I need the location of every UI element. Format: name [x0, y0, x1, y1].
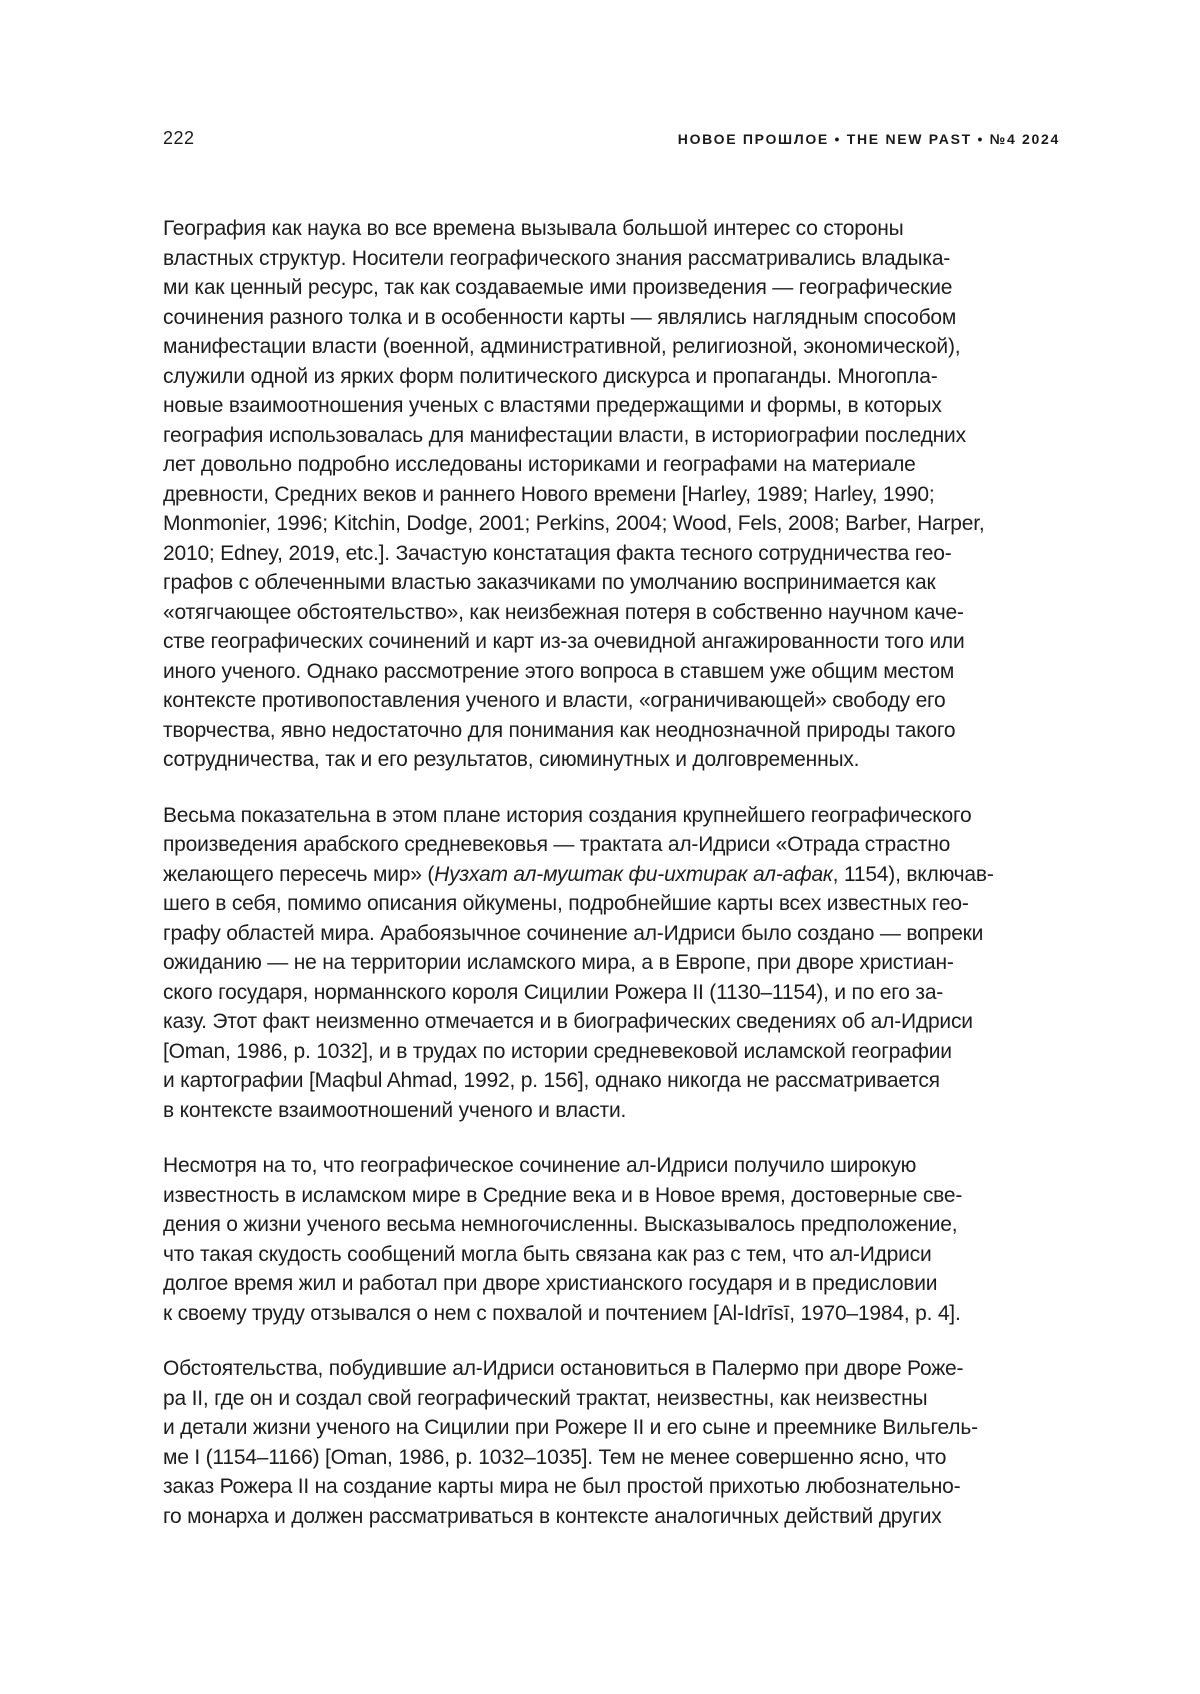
journal-title: НОВОЕ ПРОШЛОЕ • THE NEW PAST • №4 2024	[677, 131, 1060, 147]
article-body	[163, 214, 1043, 1557]
text-segment: , 1154), включав-	[832, 862, 994, 886]
text-segment: желающего пересечь мир» (	[163, 862, 435, 886]
paragraph: Весьма показательна в этом плане история создания крупнейшего географического произведения арабского средневековья — трактата ал-Идриси «Отрада страстно желающего пересечь мир» (Нузхат ал-муштак фи-ихтирак ал-афак, 1154), включав- шего в себя, помимо описания ойкумены, подробнейшие карты всех известных гео- графу областей мира. Арабоязычное сочинение ал-Идриси было создано — вопреки ожиданию — не на территории исламского мира, а в Европе, при дворе христиан- ского государя, норманнского короля Сицилии Рожера II (1130–1154), и по его за- казу. Этот факт неизменно отмечается и в биографических сведениях об ал-Идриси [Oman, 1986, p. 1032], и в трудах по истории средневековой исламской географии и картографии [Maqbul Ahmad, 1992, p. 156], однако никогда не рассматривается в контексте взаимоотношений ученого и власти.	[163, 803, 994, 1122]
page-header	[163, 128, 1060, 149]
paragraph: География как наука во все времена вызывала большой интерес со стороны властных структур. Носители географического знания рассматривались владыка- ми как ценный ресурс, так как создаваемые ими произведения — географические сочинения разного толка и в особенности карты — являлись наглядным способом манифестации власти (военной, административной, религиозной, экономической), служили одной из ярких форм политического дискурса и пропаганды. Многопла- новые взаимоотношения ученых с властями предержащими и формы, в которых география использовалась для манифестации власти, в историографии последних лет довольно подробно исследованы историками и географами на материале древности, Средних веков и раннего Нового времени [Harley, 1989; Harley, 1990; Monmonier, 1996; Kitchin, Dodge, 2001; Perkins, 2004; Wood, Fels, 2008; Barber, Harper, 2010; Edney, 2019, etc.]. Зачастую констатация факта тесного сотрудничества гео- графов с облеченными властью заказчиками по умолчанию воспринимается как «отягчающее обстоятельство», как неизбежная потеря в собственно научном каче- стве географических сочинений и карт из-за очевидной ангажированности того или иного ученого. Однако рассмотрение этого вопроса в ставшем уже общим местом контексте противопоставления ученого и власти, «ограничивающей» свободу его творчества, явно недостаточно для понимания как неоднозначной природы такого сотрудничества, так и его результатов, сиюминутных и долговременных.	[163, 217, 985, 771]
paragraph: Обстоятельства, побудившие ал-Идриси остановиться в Палермо при дворе Роже- ра II, где он и создал свой географический трактат, неизвестны, как неизвестны и детали жизни ученого на Сицилии при Рожере II и его сыне и преемнике Вильгель- ме I (1154–1166) [Oman, 1986, p. 1032–1035]. Тем не менее совершенно ясно, что заказ Рожера II на создание карты мира не был простой прихотью любознательно- го монарха и должен рассматриваться в контексте аналогичных действий других	[163, 1357, 978, 1528]
page-number: 222	[163, 128, 195, 148]
paragraph: Несмотря на то, что географическое сочинение ал-Идриси получило широкую известность в исламском мире в Средние века и в Новое время, достоверные све- дения о жизни ученого весьма немногочисленны. Высказывалось предположение, что такая скудость сообщений могла быть связана как раз с тем, что ал-Идриси долгое время жил и работал при дворе христианского государя и в предисловии к своему труду отзывался о нем с похвалой и почтением [Al-Idrīsī, 1970–1984, p. 4].	[163, 1154, 963, 1325]
book-title-transliteration: Нузхат ал-муштак фи-ихтирак ал-афак	[434, 862, 833, 886]
